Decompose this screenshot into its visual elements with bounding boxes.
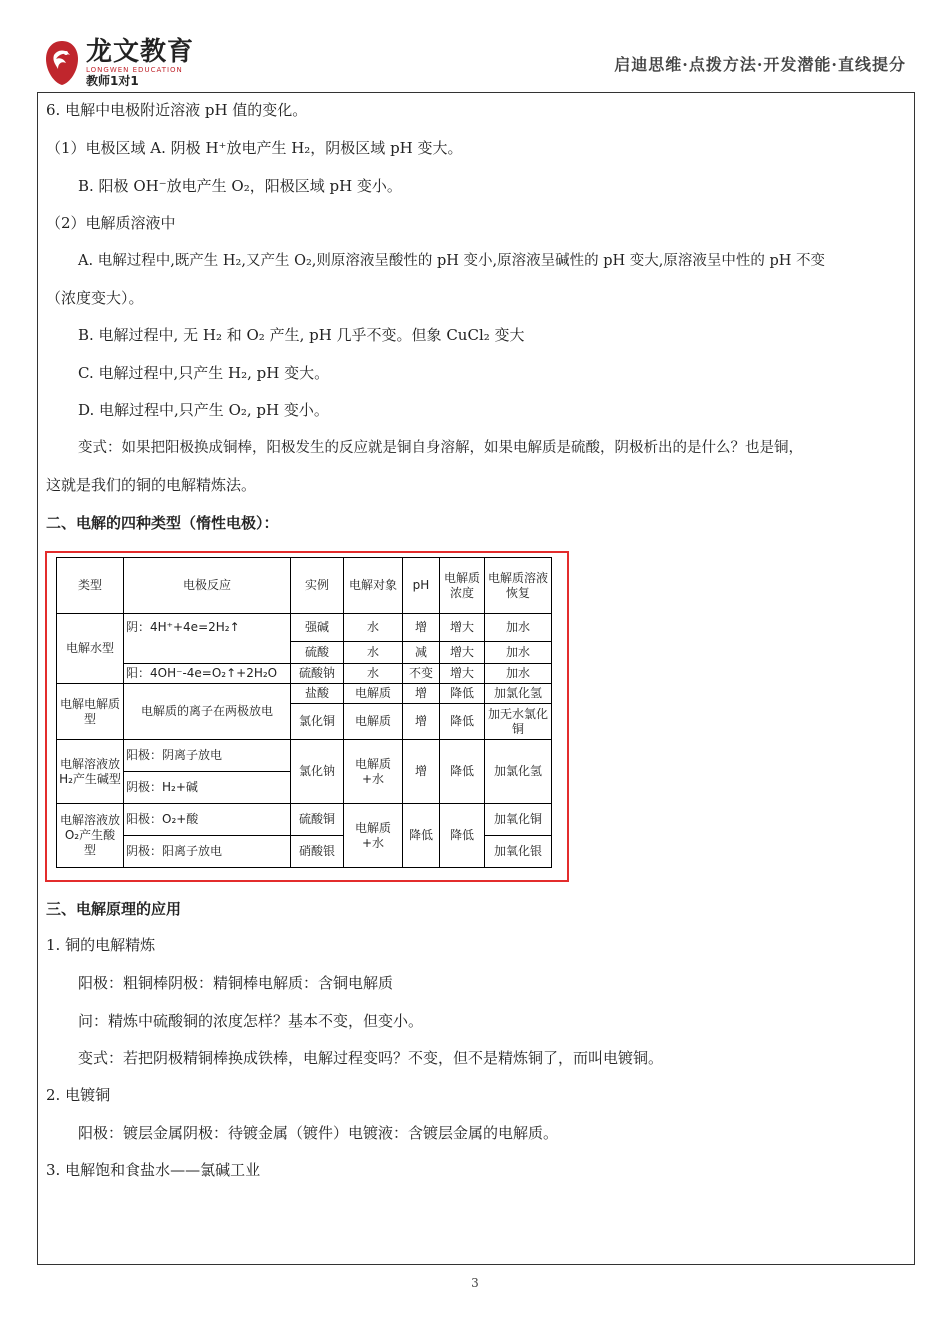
- logo-subtitle: 教师1对1: [86, 74, 139, 88]
- logo-subtitle-en: LONGWEN EDUCATION: [86, 66, 183, 74]
- line-s1a: 阳极：粗铜棒阴极：精铜棒电解质：含铜电解质: [78, 974, 394, 992]
- reaction-h2-anode: 阳极：阴离子放电: [124, 740, 291, 772]
- cell: 增大: [440, 614, 485, 642]
- cell: 加氧化银: [485, 836, 552, 868]
- page-number: 3: [471, 1276, 479, 1290]
- cell: 电解质: [344, 684, 403, 704]
- cell: 加水: [485, 642, 552, 664]
- slogan: 启迪思维·点拨方法·开发潜能·直线提分: [614, 55, 906, 74]
- cell: 不变: [403, 664, 440, 684]
- cell: 增: [403, 740, 440, 804]
- cell: 降低: [440, 740, 485, 804]
- cell: 加无水氯化铜: [485, 704, 552, 740]
- cell: 水: [344, 614, 403, 642]
- header-example: 实例: [291, 558, 344, 614]
- line-variant: 变式：如果把阳极换成铜棒，阳极发生的反应就是铜自身溶解，如果电解质是硫酸，阴极析出的是什么？也是铜，: [78, 440, 803, 456]
- line-s1: 1. 铜的电解精炼: [46, 936, 156, 954]
- cell: 电解质+水: [344, 804, 403, 868]
- cell: 氯化铜: [291, 704, 344, 740]
- type-o2-acid: 电解溶液放O₂产生酸型: [57, 804, 124, 868]
- cell: 盐酸: [291, 684, 344, 704]
- electrolysis-types-table: [56, 557, 552, 868]
- cell: 加氯化氢: [485, 684, 552, 704]
- line-electrode-region: （1）电极区域 A. 阴极 H⁺放电产生 H₂，阴极区域 pH 变大。: [46, 139, 463, 157]
- dragon-logo-icon: [44, 39, 80, 87]
- cell: 水: [344, 664, 403, 684]
- line-a: A. 电解过程中,既产生 H₂,又产生 O₂,则原溶液呈酸性的 pH 变小,原溶液呈碱性的 pH 变大,原溶液呈中性的 pH 不变: [78, 253, 826, 269]
- logo-title: 龙文教育: [86, 37, 195, 67]
- line-s1c: 变式：若把阴极精铜棒换成铁棒，电解过程变吗？不变，但不是精炼铜了，而叫电镀铜。: [78, 1049, 664, 1067]
- cell: 硫酸铜: [291, 804, 344, 836]
- line-anode: B. 阳极 OH⁻放电产生 O₂，阳极区域 pH 变小。: [78, 177, 402, 195]
- cell: 增: [403, 684, 440, 704]
- cell: 增大: [440, 642, 485, 664]
- header-reaction: 电极反应: [124, 558, 291, 614]
- cell: 水: [344, 642, 403, 664]
- line-solution: （2）电解质溶液中: [46, 214, 176, 232]
- cell: 降低: [440, 804, 485, 868]
- electrolysis-types-table-frame: [45, 551, 569, 882]
- cell: 降低: [403, 804, 440, 868]
- reaction-o2-cathode: 阴极：阳离子放电: [124, 836, 291, 868]
- section-heading-2: 二、电解的四种类型（惰性电极）：: [46, 514, 279, 532]
- header-restore: 电解质溶液恢复: [485, 558, 552, 614]
- cell: 硝酸银: [291, 836, 344, 868]
- logo: [44, 38, 194, 88]
- page-header: [0, 0, 950, 92]
- cell: 电解质: [344, 704, 403, 740]
- cell: 增大: [440, 664, 485, 684]
- cell: 强碱: [291, 614, 344, 642]
- cell: 加水: [485, 664, 552, 684]
- type-h2-base: 电解溶液放H₂产生碱型: [57, 740, 124, 804]
- header-concentration: 电解质浓度: [440, 558, 485, 614]
- section-heading-3: 三、电解原理的应用: [46, 900, 182, 918]
- cell: 增: [403, 614, 440, 642]
- cell: 增: [403, 704, 440, 740]
- header-ph: pH: [403, 558, 440, 614]
- cell: 减: [403, 642, 440, 664]
- cell: 电解质+水: [344, 740, 403, 804]
- cell: 加氧化铜: [485, 804, 552, 836]
- reaction-water-cathode: 阴：4H⁺+4e=2H₂↑: [124, 614, 291, 664]
- header-type: 类型: [57, 558, 124, 614]
- line-s2: 2. 电镀铜: [46, 1086, 111, 1104]
- cell: 硫酸钠: [291, 664, 344, 684]
- cell: 降低: [440, 704, 485, 740]
- reaction-h2-cathode: 阴极：H₂+碱: [124, 772, 291, 804]
- line-b: B. 电解过程中, 无 H₂ 和 O₂ 产生, pH 几乎不变。但象 CuCl₂ 变大: [78, 326, 525, 344]
- cell: 降低: [440, 684, 485, 704]
- line-variant-cont: 这就是我们的铜的电解精炼法。: [46, 476, 257, 494]
- line-s3: 3. 电解饱和食盐水——氯碱工业: [46, 1161, 261, 1179]
- line-s1b: 问：精炼中硫酸铜的浓度怎样？基本不变，但变小。: [78, 1012, 424, 1030]
- reaction-electrolyte: 电解质的离子在两极放电: [124, 684, 291, 740]
- line-a-cont: （浓度变大）。: [46, 289, 144, 307]
- cell: 硫酸: [291, 642, 344, 664]
- line-s2a: 阳极：镀层金属阴极：待镀金属（镀件）电镀液：含镀层金属的电解质。: [78, 1124, 559, 1142]
- reaction-water-anode: 阳：4OH⁻-4e=O₂↑+2H₂O: [124, 664, 291, 684]
- type-water: 电解水型: [57, 614, 124, 684]
- line-6-title: 6. 电解中电极附近溶液 pH 值的变化。: [46, 101, 308, 119]
- cell: 加氯化氢: [485, 740, 552, 804]
- cell: 氯化钠: [291, 740, 344, 804]
- cell: 加水: [485, 614, 552, 642]
- header-object: 电解对象: [344, 558, 403, 614]
- line-c: C. 电解过程中,只产生 H₂, pH 变大。: [78, 364, 330, 382]
- reaction-o2-anode: 阳极：O₂+酸: [124, 804, 291, 836]
- type-electrolyte: 电解电解质型: [57, 684, 124, 740]
- line-d: D. 电解过程中,只产生 O₂, pH 变小。: [78, 401, 329, 419]
